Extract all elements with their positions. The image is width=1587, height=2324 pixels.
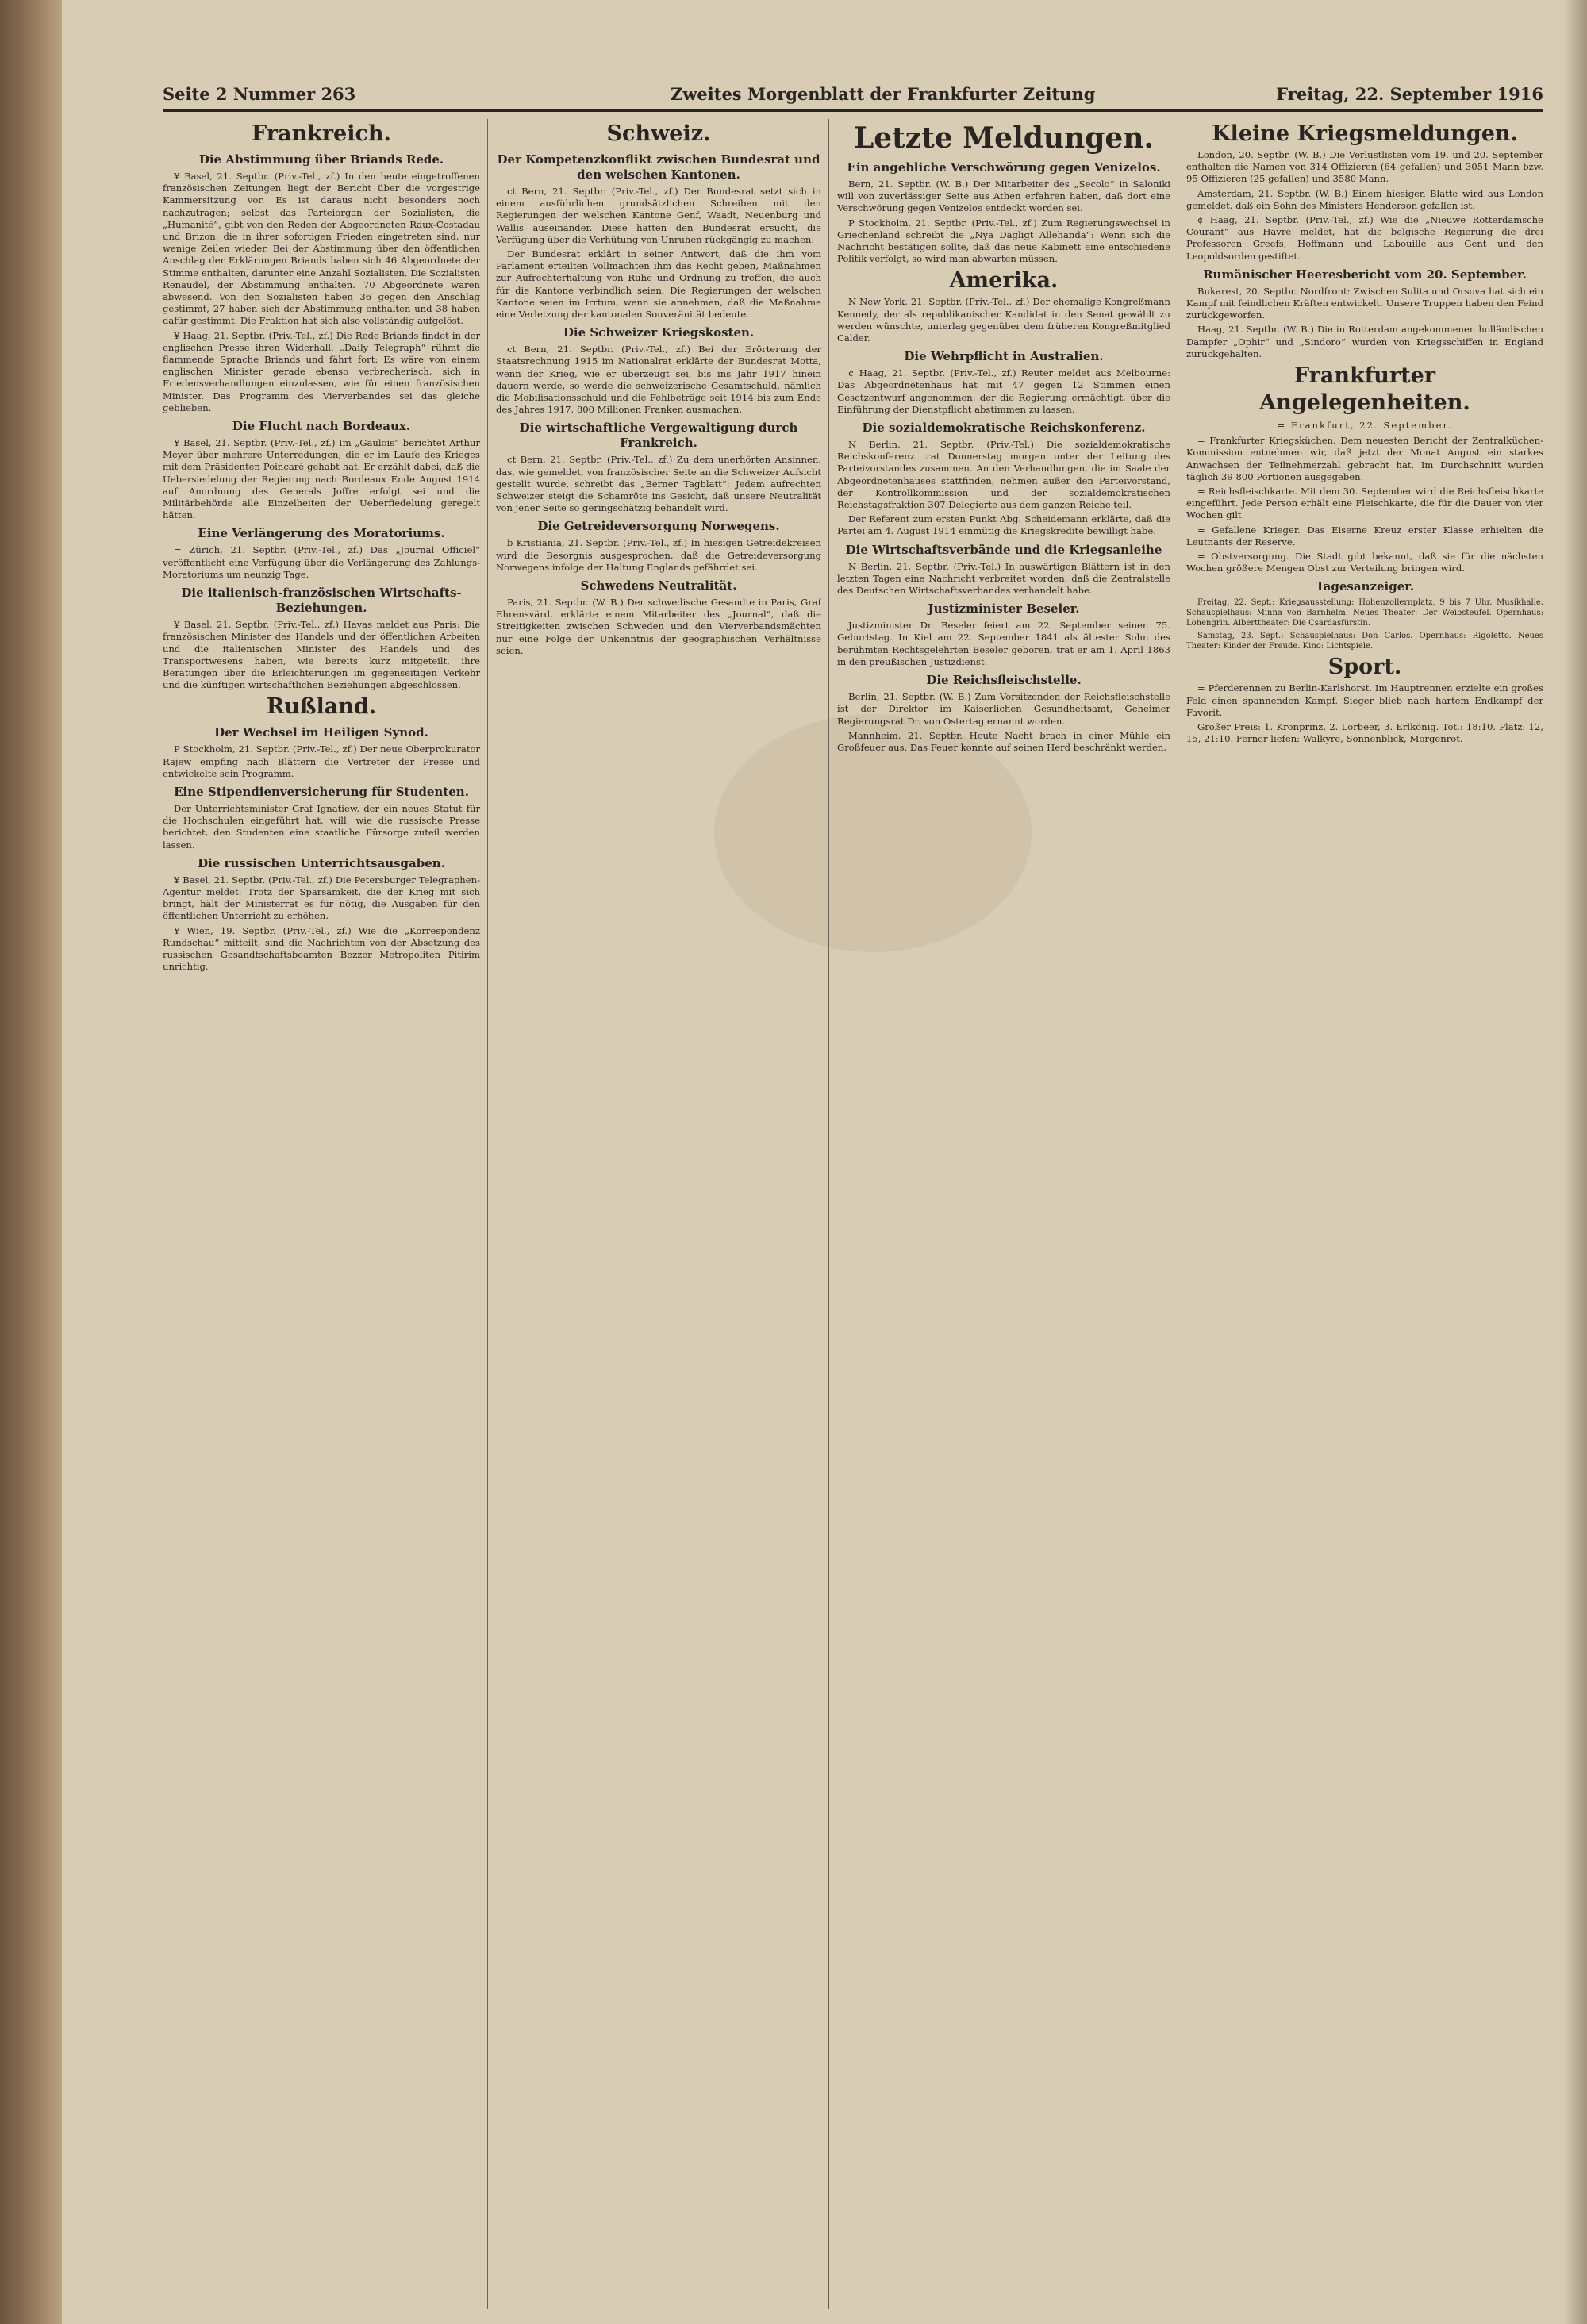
article-headline: Die Wehrpflicht in Australien. [904,349,1104,364]
column-2 [496,119,821,2309]
binding-edge [0,0,62,2324]
article-body: = Reichsfleischkarte. Mit dem 30. September wird die Reichsfleischkarte eingeführt. Jede Person erhält eine Fleischkarte, die für die Dauer von vier Wochen gilt. [1186,486,1543,521]
article-body: = Frankfurter Kriegsküchen. Dem neuesten Bericht der Zentralküchen-Kommission entnehmen wir, daß jetzt der Monat August ein starkes Anwachsen der Teilnehmerzahl gebracht hat. Im Durchschnitt wurden täglich 39 800 Portionen ausgegeben. [1186,435,1543,482]
article-body: Bukarest, 20. Septbr. Nordfront: Zwischen Sulita und Orsova hat sich ein Kampf mit feindlichen Kräften entwickelt. Unsere Truppen haben den Feind zurückgeworfen. [1186,285,1543,321]
section-heading: Kleine Kriegsmeldungen. [1212,121,1518,146]
column-4 [1186,119,1543,2309]
article-body: ¥ Wien, 19. Septbr. (Priv.-Tel., zf.) Wie die „Korrespondenz Rundschau“ mitteilt, sind die Nachrichten von der Absetzung des russischen Gesandtschaftsbeamten Bezzer Metropoliten Pitirim unrichtig. [163,924,480,973]
article-body: Haag, 21. Septbr. (W. B.) Die in Rotterdam angekommenen holländischen Dampfer „Ophir“ und „Sindoro“ wurden von Kriegsschiffen in England zurückgehalten. [1186,324,1543,359]
column-1 [163,119,480,2309]
issue-date: Freitag, 22. September 1916 [1276,84,1543,104]
article-headline: Die sozialdemokratische Reichskonferenz. [862,421,1146,436]
article-headline: Die Schweizer Kriegskosten. [563,325,755,340]
article-body: Berlin, 21. Septbr. (W. B.) Zum Vorsitzenden der Reichsfleischstelle ist der Direktor im Kaiserlichen Gesundheitsamt, Geheimer Regierungsrat Dr. von Ostertag ernannt worden. [837,691,1170,727]
section-heading: Sport. [1328,655,1402,680]
article-body: ¥ Basel, 21. Septbr. (Priv.-Tel., zf.) Im „Gaulois“ berichtet Arthur Meyer über mehrere Unterredungen, die er im Laufe des Krieges mit dem Präsidenten Poincaré gehabt hat. Er erzählt dabei, daß die Uebersiedelung der Regierung nach Bordeaux Ende August 1914 auf Anordnung des Generals Joffre erfolgt sei und die Militärbehörde alle Einzelheiten der Ueberfiedelung geregelt hätten. [163,437,480,521]
article-body: London, 20. Septbr. (W. B.) Die Verlustlisten vom 19. und 20. September enthalten die Namen von 314 Offizieren (64 gefallen) und 3051 Mann bzw. 95 Offizieren (25 gefallen) und 3580 Mann. [1186,149,1543,185]
section-heading: Frankreich. [252,121,391,146]
page-shadow [1563,0,1587,2324]
article-headline: Die russischen Unterrichtsausgaben. [198,855,445,870]
masthead-title: Zweites Morgenblatt der Frankfurter Zeitung [671,84,1096,104]
article-body: Mannheim, 21. Septbr. Heute Nacht brach in einer Mühle ein Großfeuer aus. Das Feuer konnte auf seinen Herd beschränkt werden. [837,729,1170,753]
article-body: Der Bundesrat erklärt in seiner Antwort, daß die ihm vom Parlament erteilten Vollmachten ihm das Recht geben, Maßnahmen zur Aufrechterhaltung von Ruhe und Ordnung zu treffen, die auch für die Kantone verbindlich seien. Die Regierungen der welschen Kantone seien im Irrtum, wenn sie annehmen, daß die Maßnahme eine Verletzung der kantonalen Souveränität bedeute. [496,248,821,321]
article-body: Der Referent zum ersten Punkt Abg. Scheidemann erklärte, daß die Partei am 4. August 1914 einmütig die Kriegskredite bewilligt habe. [837,513,1170,537]
article-body: ¥ Basel, 21. Septbr. (Priv.-Tel., zf.) In den heute eingetroffenen französischen Zeitungen liegt der Bericht über die vorgestrige Kammersitzung vor. Es ist daraus nicht besonders noch nachzutragen; selbst das Parteiorgan der Sozialisten, die „Humanité“, gibt von den Reden der Abgeordneten Raux-Costadau und Brizon, die in ihrer sofortigen Frieden eingetreten sind, nur wenige Zeilen wieder. Bei der Abstimmung über den öffentlichen Anschlag der Erklärungen Briands haben sich 46 Abgeordnete der Stimme enthalten, darunter eine Anzahl Sozialisten. Die Sozialisten Renaudel, der Abstimmung enthalten. 70 Abgeordnete waren abwesend. Von den Sozialisten haben 36 gegen den Anschlag gestimmt, 27 haben sich der Abstimmung enthalten und 38 haben dafür gestimmt. Die Fraktion hat sich also vollständig aufgelöst. [163,171,480,327]
section-heading: Schweiz. [606,121,711,146]
column-3 [837,119,1170,2309]
article-body: P Stockholm, 21. Septbr. (Priv.-Tel., zf.) Zum Regierungswechsel in Griechenland schreibt die „Nya Dagligt Allehanda“: Wenn sich die Nachricht bestätigen sollte, daß das neue Kabinett eine entschiedene Politik verfolgt, so wird man abwarten müssen. [837,217,1170,265]
article-body: Amsterdam, 21. Septbr. (W. B.) Einem hiesigen Blatte wird aus London gemeldet, daß ein Sohn des Ministers Henderson gefallen ist. [1186,187,1543,211]
article-body: ct Bern, 21. Septbr. (Priv.-Tel., zf.) Zu dem unerhörten Ansinnen, das, wie gemeldet, von französischer Seite an die Schweizer Aufsicht gestellt wurde, schreibt das „Berner Tagblatt“: Jedem aufrechten Schweizer steigt die Schamröte ins Gesicht, daß unsere Neutralität von jener Seite so geringschätzig behandelt wird. [496,454,821,514]
column-rule [487,119,488,2309]
article-body: Großer Preis: 1. Kronprinz, 2. Lorbeer, 3. Erlkönig. Tot.: 18:10. Platz: 12, 15, 21:10. Ferner liefen: Walkyre, Sonnenblick, Morgenrot. [1186,721,1543,745]
section-heading: Letzte Meldungen. [853,121,1155,155]
article-headline: Eine Verlängerung des Moratoriums. [198,526,445,541]
article-body: = Zürich, 21. Septbr. (Priv.-Tel., zf.) Das „Journal Officiel“ veröffentlicht eine Verfügung über die Verlängerung des Zahlungs-Moratoriums um neunzig Tage. [163,544,480,580]
article-body: = Pferderennen zu Berlin-Karlshorst. Im Hauptrennen erzielte ein großes Feld einen spannenden Kampf. Sieger blieb nach hartem Endkampf der Favorit. [1186,682,1543,718]
section-heading: Rußland. [266,694,377,720]
article-headline: Ein angebliche Verschwörung gegen Venizelos. [847,160,1161,175]
article-headline: Die Abstimmung über Briands Rede. [198,152,444,167]
article-headline: Schwedens Neutralität. [580,578,737,593]
article-headline: Rumänischer Heeresbericht vom 20. September. [1203,267,1527,282]
article-body: N Berlin, 21. Septbr. (Priv.-Tel.) Die sozialdemokratische Reichskonferenz trat Donnerstag morgen unter der Leitung des Parteivorstandes zusammen. An den Verhandlungen, die im Saale der Abgeordnetenhauses stattfinden, nehmen außer den Parteivorstand, der Kontrollkommission und der sozialdemokratischen Reichstagsfraktion 307 Delegierte aus dem ganzen Reiche teil. [837,439,1170,511]
article-headline: Die Flucht nach Bordeaux. [232,419,411,434]
article-body: ¥ Basel, 21. Septbr. (Priv.-Tel., zf.) Havas meldet aus Paris: Die französischen Minister des Handels und der öffentlichen Arbeiten und die italienischen Minister des Handels und des Transportwesens haben, wie bereits kurz mitgeteilt, ihre Beratungen über die Erleichterungen im gegenseitigen Verkehr und die künftigen wirtschaftlichen Beziehungen abgeschlossen. [163,619,480,691]
article-headline: Der Kompetenzkonflikt zwischen Bundesrat und den welschen Kantonen. [497,152,820,182]
article-body: = Obstversorgung. Die Stadt gibt bekannt, daß sie für die nächsten Wochen größere Mengen Obst zur Verteilung bringen wird. [1186,551,1543,574]
article-body: b Kristiania, 21. Septbr. (Priv.-Tel., zf.) In hiesigen Getreidekreisen wird die Besorgnis ausgesprochen, daß die Getreideversorgung Norwegens infolge der Haltung Englands gefährdet sei. [496,537,821,573]
article-headline: Die Wirtschaftsverbände und die Kriegsanleihe [845,542,1162,557]
article-body: = Gefallene Krieger. Das Eiserne Kreuz erster Klasse erhielten die Leutnants der Reserve. [1186,524,1543,547]
article-body: P Stockholm, 21. Septbr. (Priv.-Tel., zf.) Der neue Oberprokurator Rajew empfing nach Blättern die Vertreter der Presse und entwickelte sein Programm. [163,743,480,779]
article-body: Paris, 21. Septbr. (W. B.) Der schwedische Gesandte in Paris, Graf Ehrensvärd, erklärte einem Mitarbeiter des „Journal“, daß die Streitigkeiten zwischen Schweden und den Vierverbandsmächten nur eine Folge der Unkenntnis der geographischen Verhältnisse seien. [496,597,821,656]
article-body: ct Bern, 21. Septbr. (Priv.-Tel., zf.) Bei der Erörterung der Staatsrechnung 1915 im Nationalrat erklärte der Bundesrat Motta, wenn der Krieg, wie er überzeugt sei, bis ins Jahr 1917 hinein dauern werde, so werde die schweizerische Gesamtschuld, nämlich die Mobilisationsschuld und die Fehlbeträge seit 1914 bis zum Ende des Jahres 1917, 800 Millionen Franken ausmachen. [496,344,821,416]
article-headline: Die italienisch-französischen Wirtschafts-Beziehungen. [181,586,462,616]
dateline: = Frankfurt, 22. September. [1277,420,1453,432]
article-headline: Eine Stipendienversicherung für Studenten. [174,784,469,799]
article-body: ¢ Haag, 21. Septbr. (Priv.-Tel., zf.) Reuter meldet aus Melbourne: Das Abgeordnetenhaus hat mit 47 gegen 12 Stimmen einen Gesetzentwurf angenommen, der die Regierung ermächtigt, über die Einführung der Dienstpflicht abstimmen zu lassen. [837,367,1170,415]
header-rule [163,109,1543,112]
article-body: Bern, 21. Septbr. (W. B.) Der Mitarbeiter des „Secolo“ in Saloniki will von zuverlässiger Seite aus Athen erfahren haben, daß dort eine Verschwörung gegen Venizelos entdeckt worden sei. [837,179,1170,214]
article-body: Der Unterrichtsminister Graf Ignatiew, der ein neues Statut für die Hochschulen eingeführt hat, will, wie die russische Presse berichtet, den Studenten eine staatliche Fürsorge zuteil werden lassen. [163,802,480,851]
article-body: ¥ Haag, 21. Septbr. (Priv.-Tel., zf.) Die Rede Briands findet in der englischen Presse ihren Widerhall. „Daily Telegraph“ rühmt die flammende Sprache Briands und fährt fort: Es wäre von einem englischen Minister gerade ebenso verbrecherisch, sich in Friedensverhandlungen einzulassen, wie für einen französischen Minister. Das Programm des Vierverbandes sei das gleiche geblieben. [163,329,480,413]
article-headline: Der Wechsel im Heiligen Synod. [214,725,428,740]
article-body: Justizminister Dr. Beseler feiert am 22. September seinen 75. Geburtstag. In Kiel am 22. September 1841 als ältester Sohn des berühmten Rechtsgelehrten Beseler geboren, trat er am 1. April 1863 in den preußischen Justizdienst. [837,620,1170,667]
listing-text: Freitag, 22. Sept.: Kriegsausstellung: Hohenzollernplatz, 9 bis 7 Uhr. Musikhalle. Schauspielhaus: Minna von Barnhelm. Neues Theater: Der Weibsteufel. Opernhaus: Lohengrin. Alberttheater: Die Csardasfürstin. [1186,598,1543,628]
article-headline: Die Getreideversorgung Norwegens. [537,519,780,534]
article-headline: Tagesanzeiger. [1315,579,1415,594]
article-body: ¥ Basel, 21. Septbr. (Priv.-Tel., zf.) Die Petersburger Telegraphen-Agentur meldet: Trotz der Sparsamkeit, die der Krieg mit sich bringt, hält der Ministerrat es für nötig, die Ausgaben für den öffentlichen Unterricht zu erhöhen. [163,874,480,922]
article-body: ct Bern, 21. Septbr. (Priv.-Tel., zf.) Der Bundesrat setzt sich in einem ausführlichen grundsätzlichen Schreiben mit den Regierungen der welschen Kantone Genf, Waadt, Neuenburg und Wallis auseinander. Diese hatten den Bundesrat ersucht, die Verfügung über die Verhütung von Unruhen rückgängig zu machen. [496,186,821,245]
article-headline: Justizminister Beseler. [928,601,1080,617]
page-number: Seite 2 Nummer 263 [163,84,356,104]
column-rule [828,119,829,2309]
article-headline: Die Reichsfleischstelle. [926,673,1082,688]
section-heading: Amerika. [949,268,1059,294]
listing-text: Samstag, 23. Sept.: Schauspielhaus: Don Carlos. Opernhaus: Rigoletto. Neues Theater: Kinder der Freude. Kino: Lichtspiele. [1186,632,1543,651]
article-body: ¢ Haag, 21. Septbr. (Priv.-Tel., zf.) Wie die „Nieuwe Rotterdamsche Courant“ aus Havre meldet, hat die belgische Regierung die drei Professoren Greefs, Hoffmann und Labouille aus Gent und den Leopoldsorden gestiftet. [1186,214,1543,262]
page-header [163,84,1543,108]
article-headline: Die wirtschaftliche Vergewaltigung durch Frankreich. [519,421,798,451]
section-heading: Frankfurter Angelegenheiten. [1259,363,1470,416]
article-body: N New York, 21. Septbr. (Priv.-Tel., zf.) Der ehemalige Kongreßmann Kennedy, der als republikanischer Kandidat in den Senat gewählt zu werden wünschte, unterlag gegenüber dem früheren Kongreßmitglied Calder. [837,296,1170,344]
article-body: N Berlin, 21. Septbr. (Priv.-Tel.) In auswärtigen Blättern ist in den letzten Tagen eine Nachricht verbreitet worden, daß die Zentralstelle des Deutschen Wirtschaftsverbandes verhandelt habe. [837,560,1170,597]
